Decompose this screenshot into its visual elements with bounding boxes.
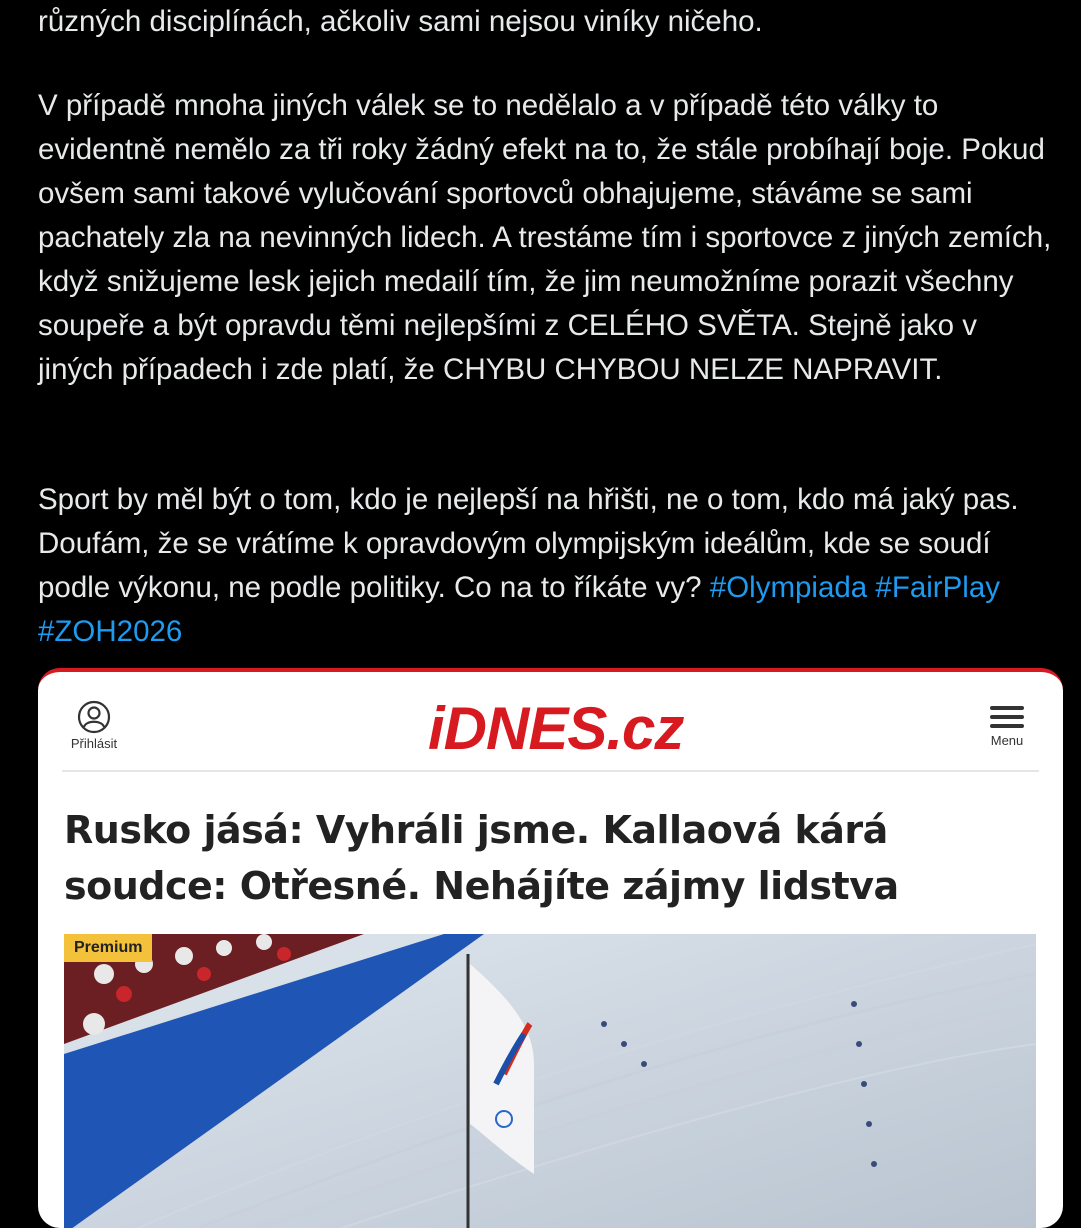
- post-paragraph-3-text: Sport by měl být o tom, kdo je nejlepší na hřišti, ne o tom, kdo má jaký pas. Doufám, že se vrátíme k opravdovým olympijským ideálům, kde se soudí podle výkonu, ne podle politiky. Co na to říkáte vy?: [38, 483, 1019, 604]
- link-preview-card[interactable]: [38, 668, 1063, 1228]
- hamburger-icon-bar: [990, 724, 1024, 728]
- hashtag-zoh2026[interactable]: #ZOH2026: [38, 615, 183, 648]
- hamburger-icon: [990, 706, 1024, 710]
- post-paragraph-3: [38, 478, 1058, 654]
- ski-track-image: [64, 934, 1036, 1228]
- site-logo[interactable]: iDNES.cz: [428, 695, 684, 762]
- hashtag-olympiada[interactable]: #Olympiada: [709, 571, 868, 604]
- site-header: [38, 672, 1063, 772]
- menu-label: Menu: [990, 733, 1024, 748]
- post-paragraph-2: V případě mnoha jiných válek se to nedělalo a v případě této války to evidentně nemělo za tři roky žádný efekt na to, že stále probíhají boje. Pokud ovšem sami takové vylučování sportovců obhajujeme, stáváme se sami pachately zla na nevinných lidech. A trestáme tím i sportovce z jiných zemích, když snižujeme lesk jejich medailí tím, že jim neumožníme porazit všechny soupeře a být opravdu těmi nejlepšími z CELÉHO SVĚTA. Stejně jako v jiných případech i zde platí, že CHYBU CHYBOU NELZE NAPRAVIT.: [38, 89, 1052, 386]
- user-icon: [77, 700, 111, 734]
- login-label: Přihlásit: [70, 736, 118, 751]
- premium-badge: Premium: [64, 934, 152, 962]
- post-paragraph-1: různých disciplínách, ačkoliv sami nejsou viníky ničeho.: [38, 5, 763, 38]
- hashtag-fairplay[interactable]: #FairPlay: [875, 571, 1001, 604]
- header-divider: [62, 770, 1039, 772]
- hamburger-icon-bar: [990, 715, 1024, 719]
- article-photo[interactable]: [64, 934, 1036, 1228]
- menu-button[interactable]: [987, 706, 1027, 748]
- article-headline[interactable]: Rusko jásá: Vyhráli jsme. Kallaová kárá soudce: Otřesné. Nehájíte zájmy lidstva: [64, 808, 899, 908]
- login-button[interactable]: [62, 700, 126, 751]
